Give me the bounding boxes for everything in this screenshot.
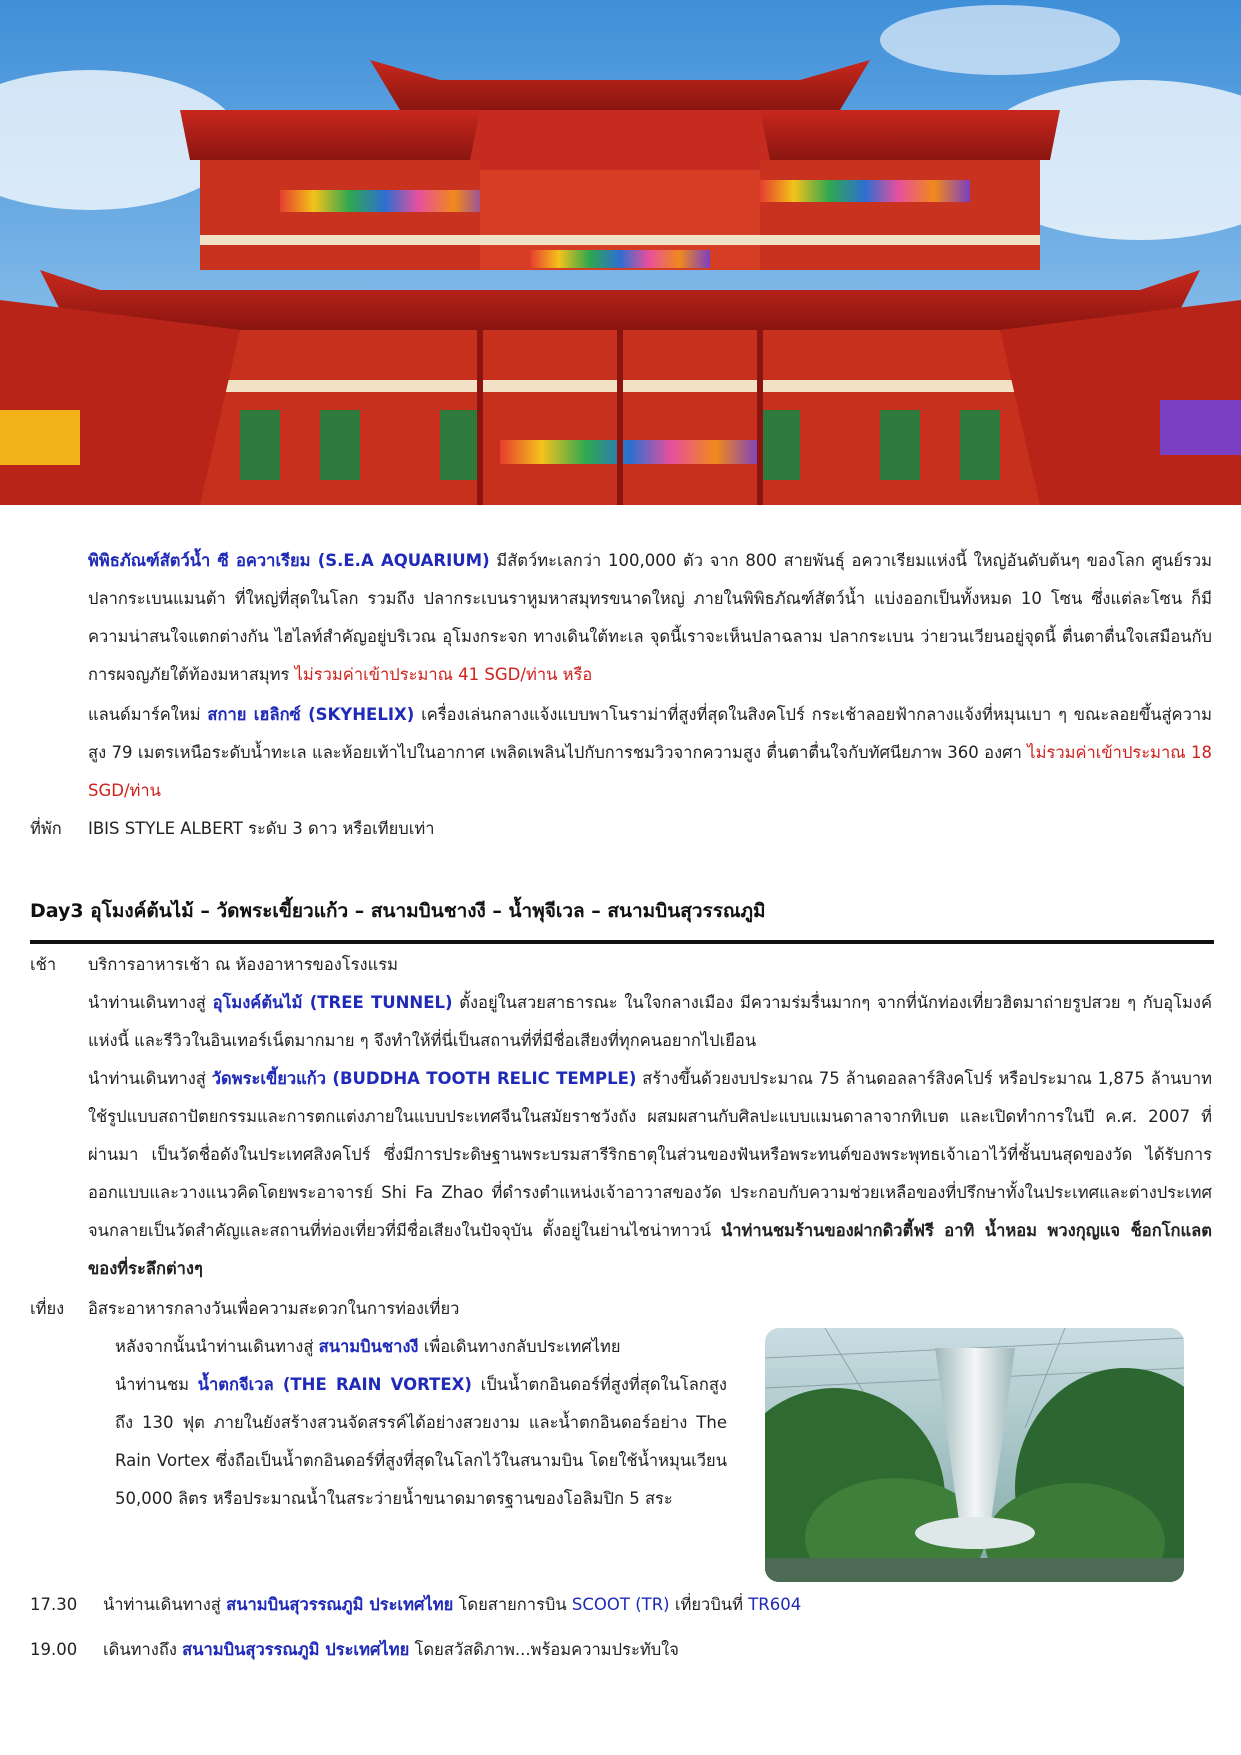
flight-airport: สนามบินสุวรรณภูมิ ประเทศไทย	[226, 1595, 454, 1614]
hotel-text: IBIS STYLE ALBERT ระดับ 3 ดาว หรือเทียบเท่า	[88, 819, 435, 838]
arrive-time: 19.00	[30, 1640, 78, 1659]
jewel-text: เป็นน้ำตกอินดอร์ที่สูงที่สุดในโลกสูงถึง 130 ฟุต ภายในยังสร้างสวนจัดสรรค์ได้อย่างสวยงาม และน้ำตกอินดอร์อย่าง The Rain Vortex ซึ่งถือเป็นน้ำตกอินดอร์ที่สูงที่สุดในโลกไว้ในสนามบิน โดยใช้น้ำหมุนเวียน 50,000 ลิตร หรือประมาณน้ำในสระว่ายน้ำขนาดมาตรฐานของโอลิมปิก 5 สระ	[115, 1375, 727, 1508]
aquarium-text: มีสัตว์ทะเลกว่า 100,000 ตัว จาก 800 สายพันธุ์ อควาเรียมแห่งนี้ ใหญ่อันดับต้นๆ ของโลก ศูนย์รวม ปลากระเบนแมนต้า ที่ใหญ่ที่สุดในโลก รวมถึง ปลากระเบนราหูมหาสมุทรขนาดใหญ่ ภายในพิพิธภัณฑ์สัตว์น้ำ แบ่งออกเป็นทั้งหมด 10 โซน ซึ่งแต่ละโซน ก็มีความน่าสนใจแตกต่างกัน ไฮไลท์สำคัญอยู่บริเวณ อุโมงกระจก ทางเดินใต้ทะเล จุดนี้เราจะเห็นปลาฉลาม ปลากระเบน ว่ายวนเวียนอยู่จุดนี้ ตื่นตาตื่นใจเสมือนกับการผจญภัยใต้ท้องมหาสมุทร	[88, 551, 1212, 684]
changi-prefix: หลังจากนั้นนำท่านเดินทางสู่	[115, 1337, 319, 1356]
changi-name: สนามบินชางงี	[318, 1337, 419, 1356]
skyhelix-paragraph	[88, 696, 1212, 810]
breakfast-text: บริการอาหารเช้า ณ ห้องอาหารของโรงแรม	[88, 955, 398, 974]
morning-label: เช้า	[30, 955, 57, 974]
flight-mid2: เที่ยวบินที่	[669, 1595, 749, 1614]
flight-mid: โดยสายการบิน	[453, 1595, 572, 1614]
changi-paragraph	[115, 1328, 727, 1366]
hero-temple-image	[0, 0, 1241, 505]
temple-text: สร้างขึ้นด้วยงบประมาณ 75 ล้านดอลลาร์สิงคโปร์ หรือประมาณ 1,875 ล้านบาท ใช้รูปแบบสถาปัตยกรรมและการตกแต่งภายในแบบประเทศจีนในสมัยราชวังถัง ผสมผสานกับศิลปะแบบแมนดาลาจากทิเบต และเปิดทำการในปี ค.ศ. 2007 ที่ผ่านมา เป็นวัดชื่อดังในประเทศสิงคโปร์ ซึ่งมีการประดิษฐานพระบรมสารีริกธาตุในส่วนของฟันหรือพระทนต์ของพระพุทธเจ้าเอาไว้ที่ชั้นบนสุดของวัด ได้รับการออกแบบและวางแนวคิดโดยพระอาจารย์ Shi Fa Zhao ที่ดำรงตำแหน่งเจ้าอาวาสของวัด ประกอบกับความช่วยเหลือของที่ปรึกษาทั้งในประเทศและต่างประเทศ จนกลายเป็นวัดสำคัญและสถานที่ท่องเที่ยวที่มีชื่อเสียงในปัจจุบัน ตั้งอยู่ในย่านไชน่าทาวน์	[88, 1069, 1212, 1240]
arrive-prefix: เดินทางถึง	[103, 1640, 183, 1659]
jewel-paragraph	[115, 1366, 727, 1518]
tunnel-prefix: นำท่านเดินทางสู่	[88, 993, 213, 1012]
day3-title: Day3 อุโมงค์ต้นไม้ – วัดพระเขี้ยวแก้ว – สนามบินชางงี – น้ำพุจีเวล – สนามบินสุวรรณภูมิ	[30, 900, 766, 922]
flight-airline: SCOOT (TR)	[571, 1595, 670, 1614]
rain-vortex-photo	[765, 1328, 1184, 1582]
jewel-prefix: นำท่านชม	[115, 1375, 198, 1394]
changi-text: เพื่อเดินทางกลับประเทศไทย	[418, 1337, 621, 1356]
lunch-text: อิสระอาหารกลางวันเพื่อความสะดวกในการท่องเที่ยว	[88, 1299, 460, 1318]
skyhelix-prefix: แลนด์มาร์คใหม่	[88, 705, 208, 724]
temple-paragraph	[88, 1060, 1212, 1288]
dutyfree-text: นำท่านชมร้านของฝากดิวตี้ฟรี อาทิ น้ำหอม พวงกุญแจ ช็อกโกแลต ของที่ระลึกต่างๆ	[88, 1221, 1212, 1278]
flight-time: 17.30	[30, 1595, 78, 1614]
noon-label: เที่ยง	[30, 1299, 65, 1318]
arrive-airport: สนามบินสุวรรณภูมิ ประเทศไทย	[182, 1640, 410, 1659]
aquarium-paragraph	[88, 542, 1212, 694]
arrive-text: โดยสวัสดิภาพ...พร้อมความประทับใจ	[409, 1640, 679, 1659]
day3-divider	[30, 940, 1214, 944]
temple-prefix: นำท่านเดินทางสู่	[88, 1069, 212, 1088]
flight-prefix: นำท่านเดินทางสู่	[103, 1595, 227, 1614]
skyhelix-name: สกาย เฮลิกซ์ (SKYHELIX)	[207, 705, 415, 724]
aquarium-name: พิพิธภัณฑ์สัตว์น้ำ ซี อควาเรียม (S.E.A AQUARIUM)	[88, 551, 490, 570]
tunnel-name: อุโมงค์ต้นไม้ (TREE TUNNEL)	[212, 993, 453, 1012]
arrive-line	[103, 1631, 679, 1669]
aquarium-price-note: ไม่รวมค่าเข้าประมาณ 41 SGD/ท่าน หรือ	[294, 665, 593, 684]
tunnel-text: ตั้งอยู่ในสวยสาธารณะ ในใจกลางเมือง มีความร่มรื่นมากๆ จากที่นักท่องเที่ยวฮิตมาถ่ายรูปสวย ๆ กับอุโมงค์แห่งนี้ และรีวิวในอินเทอร์เน็ตมากมาย ๆ จึงทำให้ที่นี่เป็นสถานที่ที่มีชื่อเสียงที่ทุกคนอยากไปเยือน	[88, 993, 1212, 1050]
flight-line	[103, 1586, 801, 1624]
skyhelix-price-note: ไม่รวมค่าเข้าประมาณ 18 SGD/ท่าน	[88, 743, 1212, 800]
temple-name: วัดพระเขี้ยวแก้ว (BUDDHA TOOTH RELIC TEMPLE)	[211, 1069, 637, 1088]
skyhelix-text: เครื่องเล่นกลางแจ้งแบบพาโนราม่าที่สูงที่สุดในสิงคโปร์ กระเช้าลอยฟ้ากลางแจ้งที่หมุนเบา ๆ ขณะลอยขึ้นสู่ความสูง 79 เมตรเหนือระดับน้ำทะเล และห้อยเท้าไปในอากาศ เพลิดเพลินไปกับการชมวิวจากความสูง ตื่นตาตื่นใจกับทัศนียภาพ 360 องศา	[88, 705, 1212, 762]
jewel-name: น้ำตกจีเวล (THE RAIN VORTEX)	[197, 1375, 472, 1394]
flight-number: TR604	[748, 1595, 802, 1614]
tree-tunnel-paragraph	[88, 984, 1212, 1060]
hotel-label: ที่พัก	[30, 819, 62, 838]
